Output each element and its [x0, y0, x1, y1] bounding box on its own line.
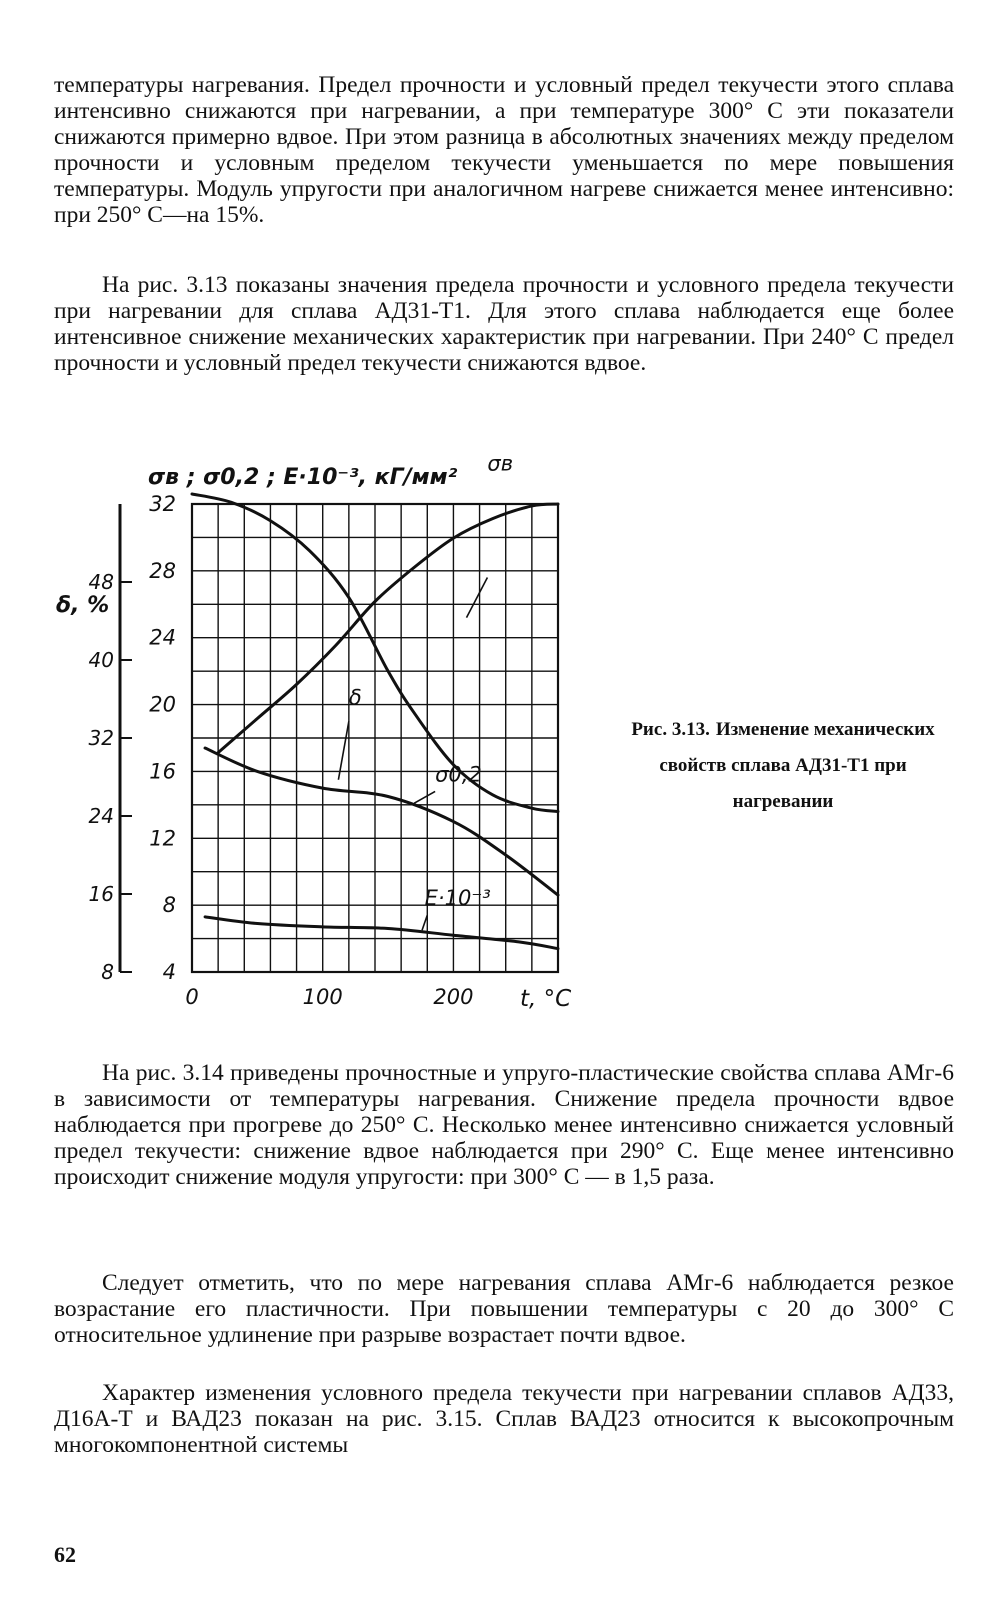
body-paragraph-3: На рис. 3.14 приведены прочностные и упруго-пластические свойства сплава АМг-6 в зависимости от температуры нагревания. Снижение предела прочности вдвое наблюдается при прогреве до 250° С. Несколько менее интенсивно снижается условный предел текучести: снижение вдвое наблюдается при 290° С. Еще менее интенсивно происходит снижение модуля упругости: при 300° С — в 1,5 раза.: [54, 1060, 954, 1190]
series-label-leader: [467, 578, 488, 618]
y2-tick-label: 32: [88, 726, 114, 750]
series-label: δ: [348, 685, 362, 710]
x-tick-label: 100: [302, 985, 343, 1009]
x-axis-label: t, °C: [520, 986, 572, 1012]
y-tick-label: 32: [149, 492, 176, 516]
y-tick-label: 4: [162, 960, 176, 984]
series-label: E·10⁻³: [424, 886, 491, 911]
y2-tick-label: 40: [88, 648, 114, 672]
body-paragraph-1: температуры нагревания. Предел прочности и условный предел текучести этого сплава интенсивно снижаются при нагревании, а при температуре 300° С эти показатели снижаются примерно вдвое. При этом разница в абсолютных значениях между пределом прочности и условным пределом текучести уменьшается по мере повышения температуры. Модуль упругости при аналогичном нагреве снижается менее интенсивно: при 250° С—на 15%.: [54, 72, 954, 228]
page-number: 62: [54, 1542, 76, 1567]
series-curve: [218, 504, 558, 753]
series-label-leader: [414, 791, 435, 803]
series-label-leader: [422, 915, 427, 930]
figure-3-13-chart: [40, 440, 600, 1020]
y-tick-label: 20: [149, 692, 176, 717]
series-label: σв: [487, 451, 514, 476]
x-tick-label: 200: [433, 985, 474, 1009]
figure-caption: [608, 712, 958, 820]
x-tick-label: 0: [185, 985, 199, 1009]
y-axis-label: σв ; σ0,2 ; E·10⁻³, кГ/мм²: [148, 465, 458, 490]
body-paragraph-5: Характер изменения условного предела текучести при нагревании сплавов АД33, Д16А-Т и ВАД23 показан на рис. 3.15. Сплав ВАД23 относится к высокопрочным многокомпонентной системы: [54, 1380, 954, 1458]
figure-caption-text: Изменение механических свойств сплава АД31-Т1 при нагревании: [659, 719, 935, 812]
y-tick-label: 8: [162, 893, 176, 918]
y2-tick-label: 24: [88, 804, 114, 828]
chart-svg: [40, 440, 600, 1020]
y2-tick-label: 48: [88, 570, 114, 594]
y-tick-label: 12: [149, 826, 176, 851]
body-paragraph-4: Следует отметить, что по мере нагревания сплава АМг-6 наблюдается резкое возрастание его пластичности. При повышении температуры с 20 до 300° С относительное удлинение при разрыве возрастает почти вдвое.: [54, 1270, 954, 1348]
chart-grid: [192, 504, 558, 972]
y-tick-label: 28: [149, 558, 176, 583]
figure-caption-number: Рис. 3.13.: [631, 719, 710, 740]
y2-axis-label: δ, %: [56, 593, 110, 618]
y2-tick-label: 8: [101, 960, 114, 984]
y2-tick-label: 16: [88, 882, 114, 906]
series-label: σ0,2: [435, 762, 482, 787]
body-paragraph-2: На рис. 3.13 показаны значения предела прочности и условного предела текучести при нагревании для сплава АД31-Т1. Для этого сплава наблюдается еще более интенсивное снижение механических характеристик при нагревании. При 240° С предел прочности и условный предел текучести снижаются вдвое.: [54, 272, 954, 376]
y-tick-label: 24: [149, 625, 176, 650]
y-tick-label: 16: [149, 759, 176, 784]
